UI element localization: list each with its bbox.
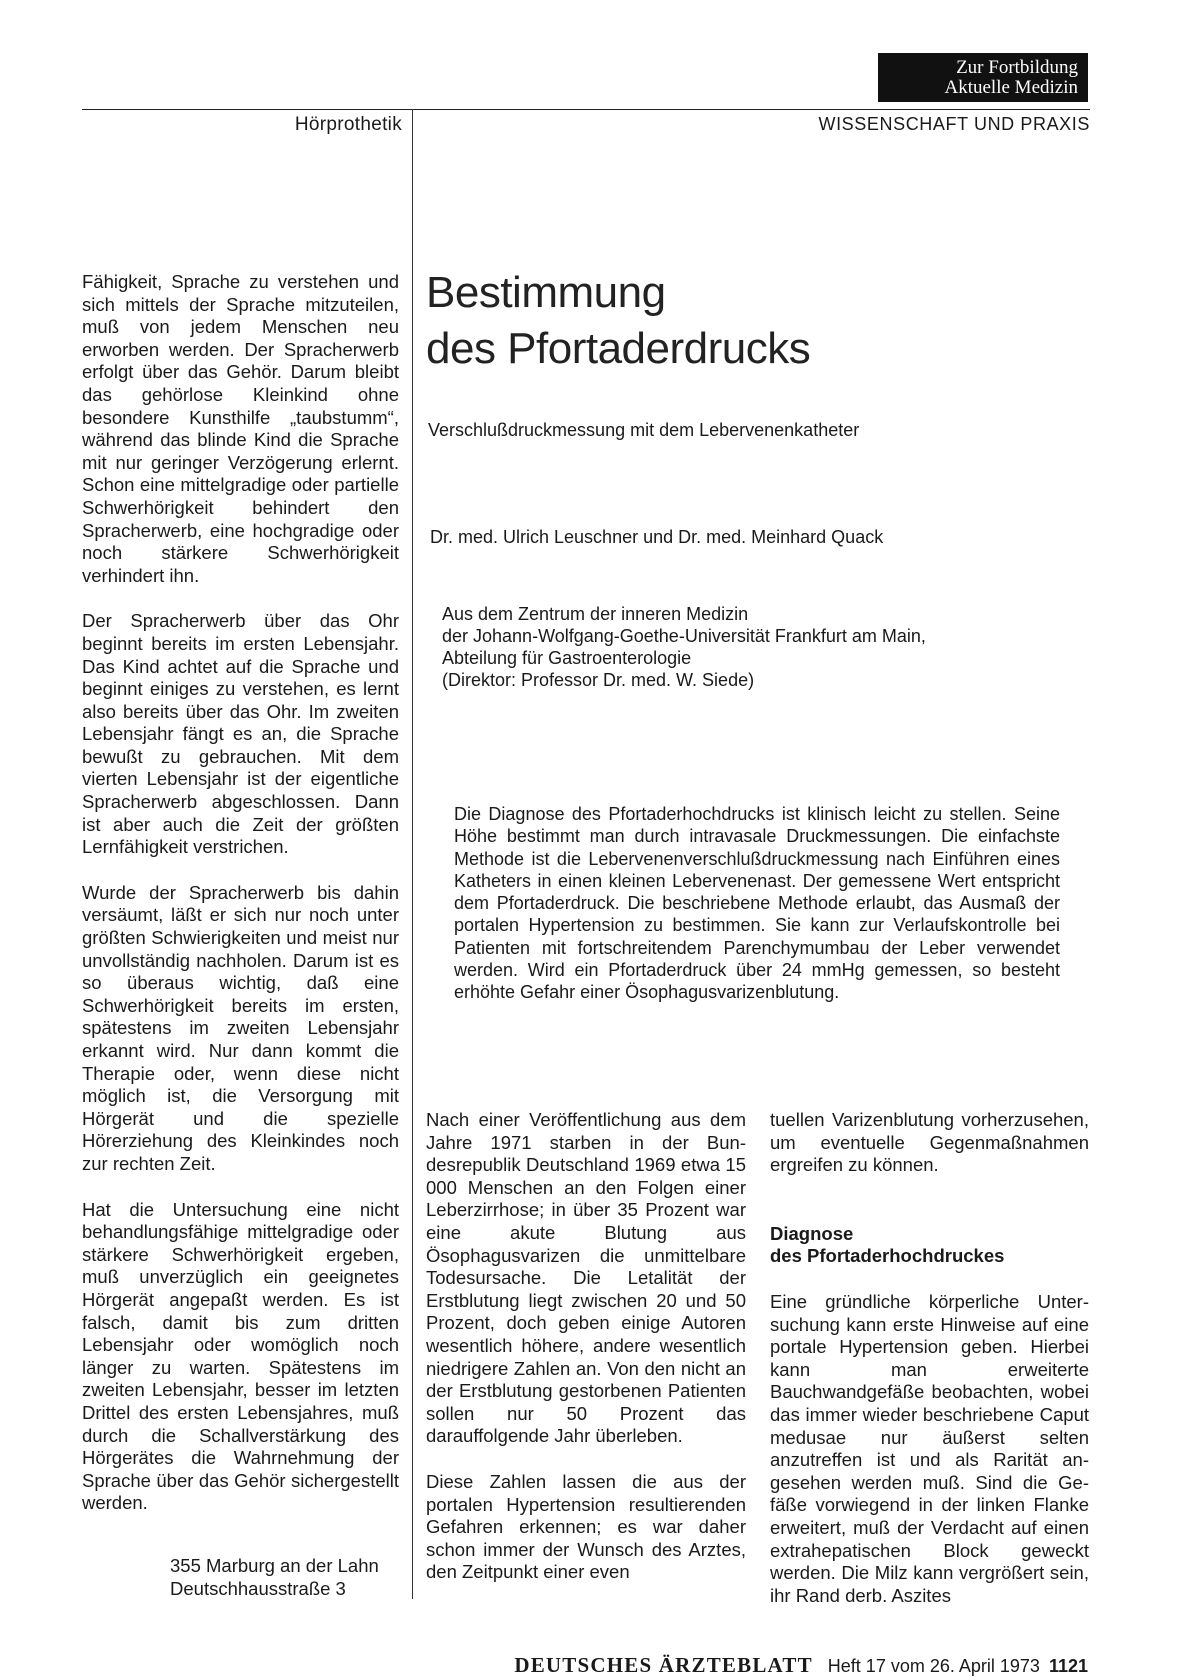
middle-column [426, 1109, 746, 1607]
paragraph: Der Spracherwerb über das Ohr beginnt bereits im ersten Lebensjahr. Das Kind achtet auf die Sprache und beginnt einiges zu verstehen, es lernt also bereits über das Ohr. Im zweiten Lebensjahr fängt es an, die Sprache bewußt zu gebrauchen. Mit dem vierten Lebensjahr ist der eigentliche Spracherwerb abgeschlossen. Dann ist aber auch die Zeit der größten Lernfähigkeit verstrichen. [82, 610, 399, 858]
address-line: Deutschhausstraße 3 [170, 1577, 346, 1599]
page-footer [514, 1653, 1088, 1678]
address-line: 355 Marburg an der Lahn [170, 1555, 379, 1576]
affiliation-line: der Johann-Wolfgang-Goethe-Universität Frankfurt am Main, [442, 626, 926, 646]
paragraph: Eine gründliche körperliche Untersuchung kann erste Hinweise auf eine portale Hypertension geben. Hierbei kann man erweiterte Bauchwandgefäße beobachten, wobei das immer wieder beschriebene Caput medusae nur äußerst selten anzutreffen ist und als Rarität angesehen werden muß. Sind die Gefäße vorwiegend in der linken Flanke erweitert, muß der Verdacht auf einen extrahepatischen Block geweckt werden. Die Milz kann vergrößert sein, ihr Rand derb. Aszites [770, 1290, 1089, 1606]
affiliation [442, 603, 926, 691]
article-title [426, 265, 810, 377]
heading-line: Diagnose [770, 1222, 854, 1244]
page-number: 1121 [1048, 1656, 1088, 1676]
affiliation-line: Abteilung für Gastroenterologie [442, 648, 692, 668]
header-rule [82, 109, 1090, 110]
journal-name: DEUTSCHES ÄRZTEBLATT [514, 1653, 813, 1677]
affiliation-line: Aus dem Zentrum der inneren Medizin [442, 604, 749, 624]
badge-line-1: Zur Fortbildung [956, 57, 1078, 78]
paragraph: Diese Zahlen lassen die aus der portalen Hypertension resultierenden Gefahren erkennen; es war daher schon immer der Wunsch des Arztes, den Zeitpunkt einer even [426, 1470, 746, 1583]
article-authors: Dr. med. Ulrich Leuschner und Dr. med. Meinhard Quack [430, 527, 884, 547]
author-address [170, 1555, 379, 1600]
issue-info: Heft 17 vom 26. April 1973 [827, 1656, 1040, 1676]
right-column [770, 1109, 1089, 1630]
article-subtitle: Verschlußdruckmessung mit dem Lebervenenkatheter [428, 420, 860, 440]
paragraph: Fähigkeit, Sprache zu verstehen und sich mittels der Sprache mitzuteilen, muß von jedem Menschen neu erworben werden. Der Spracherwerb erfolgt über das Gehör. Darum bleibt das gehörlose Kleinkind ohne besondere Kunsthilfe „taubstumm“, während das blinde Kind die Sprache mit nur geringer Verzögerung erlernt. Schon eine mittelgradige oder partielle Schwerhörigkeit behindert den Spracherwerb, eine hochgradige oder noch stärkere Schwerhörigkeit verhindert ihn. [82, 271, 399, 586]
badge-line-2: Aktuelle Medizin [944, 77, 1078, 98]
abstract: Die Diagnose des Pfortaderhochdrucks ist klinisch leicht zu stellen. Seine Höhe bestimmt man durch intravasale Druckmessungen. Die einfachste Methode ist die Lebervenenverschlußdruckmessung nach Einführen eines Katheters in einen kleinen Lebervenenast. Der gemessene Wert entspricht dem Pfortaderdruck. Die beschriebene Methode erlaubt, das Ausmaß der portalen Hypertension zu bestimmen. Sie kann zur Verlaufskontrolle bei Patienten mit fortschreitendem Parenchymumbau der Leber verwendet werden. Wird ein Pfortaderdruck über 24 mmHg gemessen, so besteht erhöhte Gefahr einer Ösophagusvarizenblutung. [454, 804, 1060, 1003]
title-line: Bestimmung [426, 268, 666, 317]
paragraph: Nach einer Veröffentlichung aus dem Jahre 1971 starben in der Bundesrepublik Deutschland 1969 etwa 15 000 Menschen an den Folgen einer Leberzirrhose; in über 35 Prozent war eine akute Blutung aus Ösophagusvarizen die unmittelbare Todesursache. Die Letalität der Erstblutung liegt zwischen 20 und 50 Prozent, doch geben einige Autoren wesentlich höhere, andere wesentlich niedrigere Zahlen an. Von den nicht an der Erstblutung gestorbenen Patienten sollen nur 50 Prozent das darauffolgende Jahr überleben. [426, 1109, 746, 1447]
title-line: des Pfortaderdrucks [426, 324, 811, 373]
affiliation-line: (Direktor: Professor Dr. med. W. Siede) [442, 670, 755, 690]
section-heading [770, 1223, 1089, 1268]
section-badge [878, 53, 1088, 102]
paragraph: Hat die Untersuchung eine nicht behandlungsfähige mittelgradige oder stärkere Schwerhörigkeit ergeben, muß unverzüglich ein geeignetes Hörgerät angepaßt werden. Es ist falsch, damit bis zum dritten Lebensjahr oder womöglich noch länger zu warten. Spätestens im zweiten Lebensjahr, besser im letzten Drittel des ersten Lebensjahres, muß durch die Schallverstärkung des Hörgerätes die Wahrnehmung der Sprache über das Gehör sichergestellt werden. [82, 1198, 399, 1514]
paragraph: tuellen Varizenblutung vorherzusehen, um eventuelle Gegenmaßnahmen ergreifen zu können. [770, 1109, 1089, 1176]
section-label-right: WISSENSCHAFT UND PRAXIS [818, 114, 1090, 134]
heading-line: des Pfortaderhochdruckes [770, 1245, 1005, 1267]
section-label-left: Hörprothetik [294, 114, 402, 135]
paragraph: Wurde der Spracherwerb bis dahin versäumt, läßt er sich nur noch unter größten Schwierigkeiten und meist nur unvollständig nachholen. Darum ist es so überaus wichtig, daß eine Schwerhörigkeit bereits im ersten, spätestens im zweiten Lebensjahr erkannt wird. Nur dann kommt die Therapie oder, wenn diese nicht möglich ist, die Versorgung mit Hörgerät und die spezielle Hörerziehung des Kleinkindes noch zur rechten Zeit. [82, 881, 399, 1174]
column-divider [412, 109, 413, 1599]
left-column [82, 271, 399, 1538]
